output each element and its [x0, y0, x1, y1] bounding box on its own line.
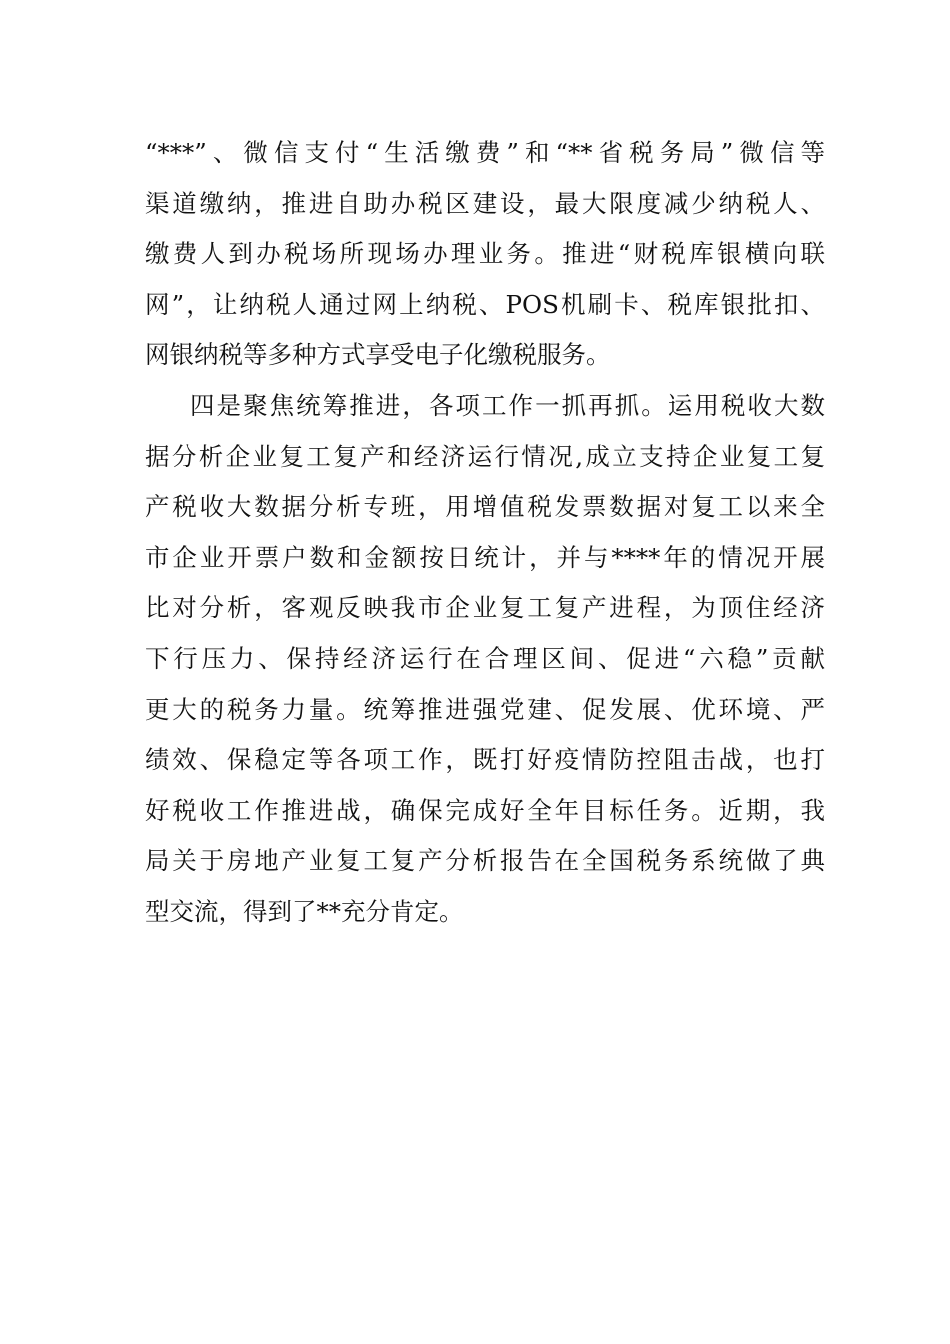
paragraph-2-line-11: 型交流，得到了**充分肯定。: [145, 896, 464, 926]
paragraph-2-line-6: 下行压力、保持经济运行在合理区间、促进“六稳”贡献: [145, 643, 825, 673]
paragraph-1-line-3: 缴费人到办税场所现场办理业务。推进“财税库银横向联: [145, 239, 825, 269]
paragraph-2-line-5: 比对分析，客观反映我市企业复工复产进程，为顶住经济: [145, 593, 825, 623]
paragraph-2-line-7: 更大的税务力量。统筹推进强党建、促发展、优环境、严: [145, 694, 825, 724]
paragraph-2-line-3: 产税收大数据分析专班，用增值税发票数据对复工以来全: [145, 492, 825, 522]
paragraph-2-line-4: 市企业开票户数和金额按日统计，并与****年的情况开展: [145, 542, 825, 572]
paragraph-1-line-4: 网”，让纳税人通过网上纳税、POS机刷卡、税库银批扣、: [145, 289, 825, 319]
paragraph-1-line-5: 网银纳税等多种方式享受电子化缴税服务。: [145, 340, 611, 370]
paragraph-1-line-1: “***”、微信支付“生活缴费”和“**省税务局”微信等: [145, 138, 825, 167]
paragraph-2-line-10: 局关于房地产业复工复产分析报告在全国税务系统做了典: [145, 846, 825, 876]
paragraph-2-line-8: 绩效、保稳定等各项工作，既打好疫情防控阻击战，也打: [145, 745, 825, 775]
paragraph-2-line-2: 据分析企业复工复产和经济运行情况,成立支持企业复工复: [145, 441, 825, 471]
paragraph-2-line-9: 好税收工作推进战，确保完成好全年目标任务。近期，我: [145, 795, 825, 825]
body-text: [145, 128, 825, 938]
paragraph-2-line-1: 四是聚焦统筹推进，各项工作一抓再抓。运用税收大数: [190, 390, 825, 420]
paragraph-1-line-2: 渠道缴纳，推进自助办税区建设，最大限度减少纳税人、: [145, 188, 825, 218]
